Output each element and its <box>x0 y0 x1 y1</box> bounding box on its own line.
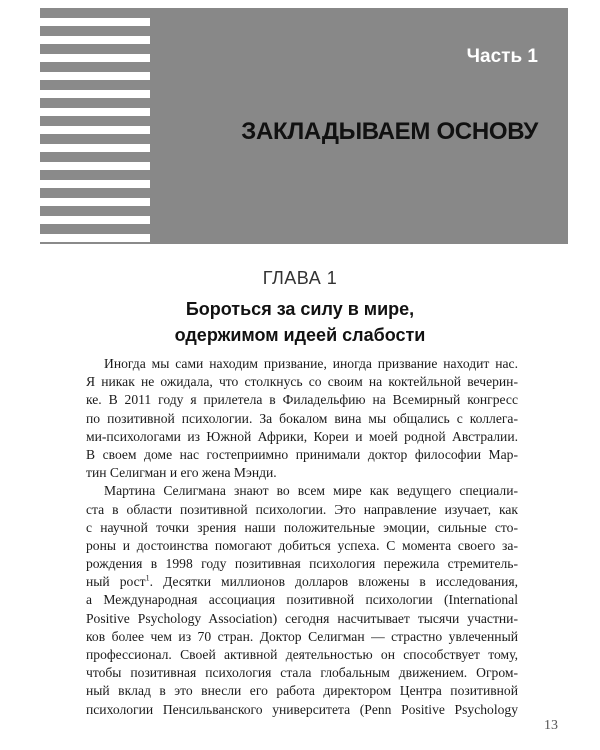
text-line: ке. В 2011 году я прилетела в Филадельфию на Всемирный конгресс <box>86 392 518 408</box>
chapter-label: ГЛАВА 1 <box>262 268 338 288</box>
decorative-stripes <box>40 8 150 244</box>
text-line: В своем доме нас гостеприимно принимали доктор философии Мар- <box>86 446 518 462</box>
text-line: а Международная ассоциация позитивной психологии (International <box>86 592 518 608</box>
text-line: ми-психологами из Южной Африки, Кореи и моей родной Австралии. <box>86 428 518 444</box>
footnote-ref[interactable]: 1 <box>145 573 150 583</box>
text-fragment: ный рост <box>86 574 146 590</box>
text-line: ный вклад в это внесли его работа директором Центра позитивной <box>86 683 518 699</box>
chapter-title <box>0 296 600 348</box>
text-line: ков более чем из 70 стран. Доктор Селигман — страстно увлеченный <box>86 628 518 644</box>
text-line: рождения в 1998 году позитивная психология пережила стремитель- <box>86 556 518 572</box>
text-line: с научной точки зрения наши положительные эмоции, сильные сто- <box>86 519 518 535</box>
text-line: Иногда мы сами находим призвание, иногда призвание находит нас. <box>104 356 518 371</box>
text-line: тин Селигман и его жена Мэнди. <box>86 465 277 481</box>
text-line: профессионал. Своей активной деятельностью он способствует тому, <box>86 647 518 662</box>
text-line: Мартина Селигмана знают во всем мире как ведущего специали- <box>104 483 518 499</box>
part-banner <box>150 8 568 244</box>
text-line: по позитивной психологии. За бокалом вина мы общались с коллега- <box>86 410 518 426</box>
chapter-title-line: одержимом идеей слабости <box>174 325 426 345</box>
page-number: 13 <box>544 718 558 733</box>
text-line: ста в области позитивной психологии. Это направление изучает, как <box>86 501 518 517</box>
part-title: ЗАКЛАДЫВАЕМ ОСНОВУ <box>241 118 538 145</box>
body-text <box>86 355 518 719</box>
text-line: Positive Psychology Association) сегодня насчитывает тысячи участни- <box>86 610 518 626</box>
text-fragment: Десятки миллионов долларов вложены в исследования, <box>163 574 518 590</box>
text-line: ный рост$^1$. Десятки миллионов долларов вложены в исследования, <box>86 573 518 590</box>
text-line: Я никак не ожидала, что столкнусь со своим на коктейльной вечерин- <box>86 374 518 390</box>
text-line: чтобы позитивная психология стала глобальным движением. Огром- <box>86 665 518 681</box>
part-label: Часть 1 <box>466 46 538 67</box>
text-line: роны и достоинства помогают добиться успеха. С момента своего за- <box>86 537 518 553</box>
chapter-title-line: Бороться за силу в мире, <box>185 299 415 319</box>
text-line: психологии Пенсильванского университета (Penn Positive Psychology <box>86 701 518 717</box>
